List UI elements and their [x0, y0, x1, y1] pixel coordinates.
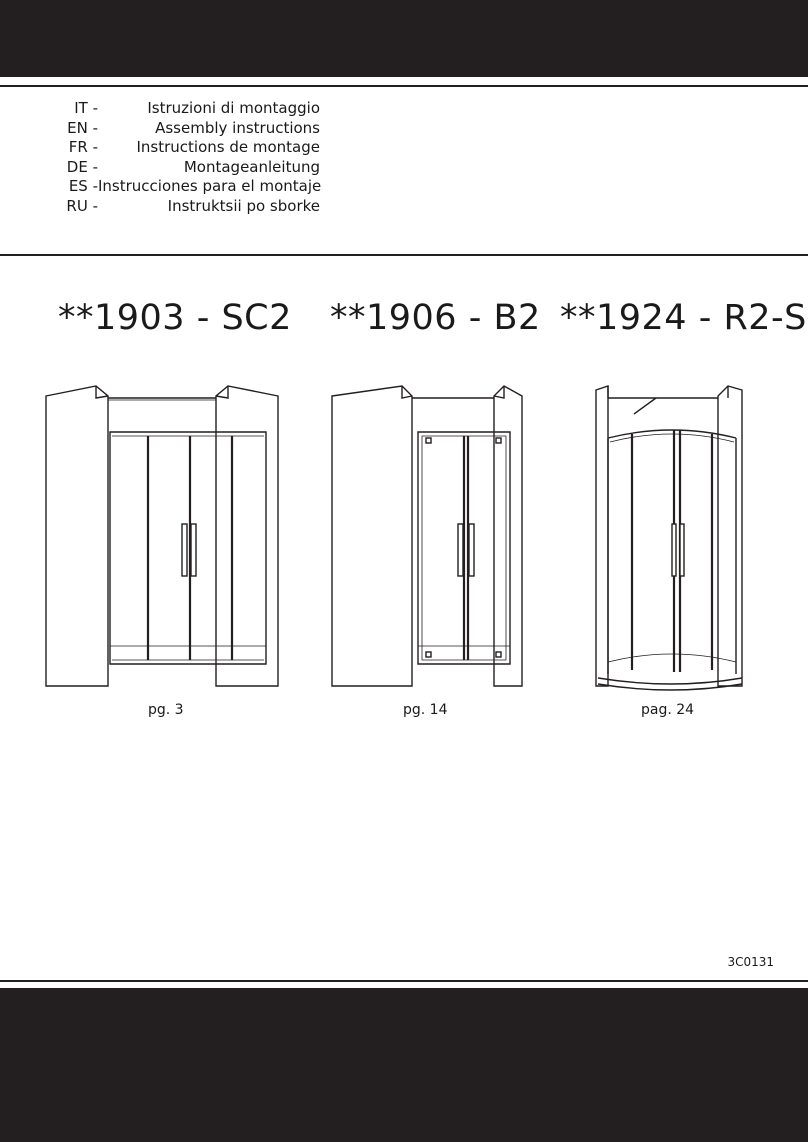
language-code: FR - — [68, 138, 98, 156]
language-title: Instrucciones para el montaje — [98, 177, 322, 195]
language-code: DE - — [66, 157, 98, 176]
shower-sliding-door-drawing — [44, 384, 280, 692]
language-code: ES - — [68, 177, 98, 195]
footer-bar — [0, 988, 808, 1142]
language-title: Instruktsii po sborke — [167, 196, 320, 215]
shower-quadrant-drawing — [594, 384, 746, 692]
language-title: Montageanleitung — [183, 157, 320, 176]
language-code: EN - — [67, 118, 98, 137]
language-row — [40, 138, 320, 158]
language-code: IT - — [74, 99, 98, 117]
header-bar — [0, 0, 808, 77]
shower-pivot-door-drawing — [330, 384, 526, 692]
language-title: Assembly instructions — [155, 118, 320, 137]
language-title: Istruzioni di montaggio — [147, 99, 320, 117]
language-row — [40, 158, 320, 178]
language-code: RU - — [66, 196, 98, 215]
page-ref-1906: pg. 14 — [403, 702, 448, 718]
language-row — [40, 99, 320, 119]
language-row — [40, 119, 320, 139]
header-rule — [0, 85, 808, 87]
language-row — [40, 177, 320, 197]
page-ref-1924: pag. 24 — [641, 702, 695, 718]
document-code: 3C0131 — [727, 955, 774, 969]
language-title: Instructions de montage — [136, 138, 320, 156]
section-rule — [0, 254, 808, 256]
model-title-1906: **1906 - B2 — [330, 298, 541, 338]
page-ref-1903: pg. 3 — [148, 702, 184, 718]
language-list — [40, 99, 320, 216]
model-title-1903: **1903 - SC2 — [58, 298, 292, 338]
model-title-1924: **1924 - R2-S — [560, 298, 807, 338]
footer-rule — [0, 980, 808, 982]
language-row — [40, 197, 320, 217]
